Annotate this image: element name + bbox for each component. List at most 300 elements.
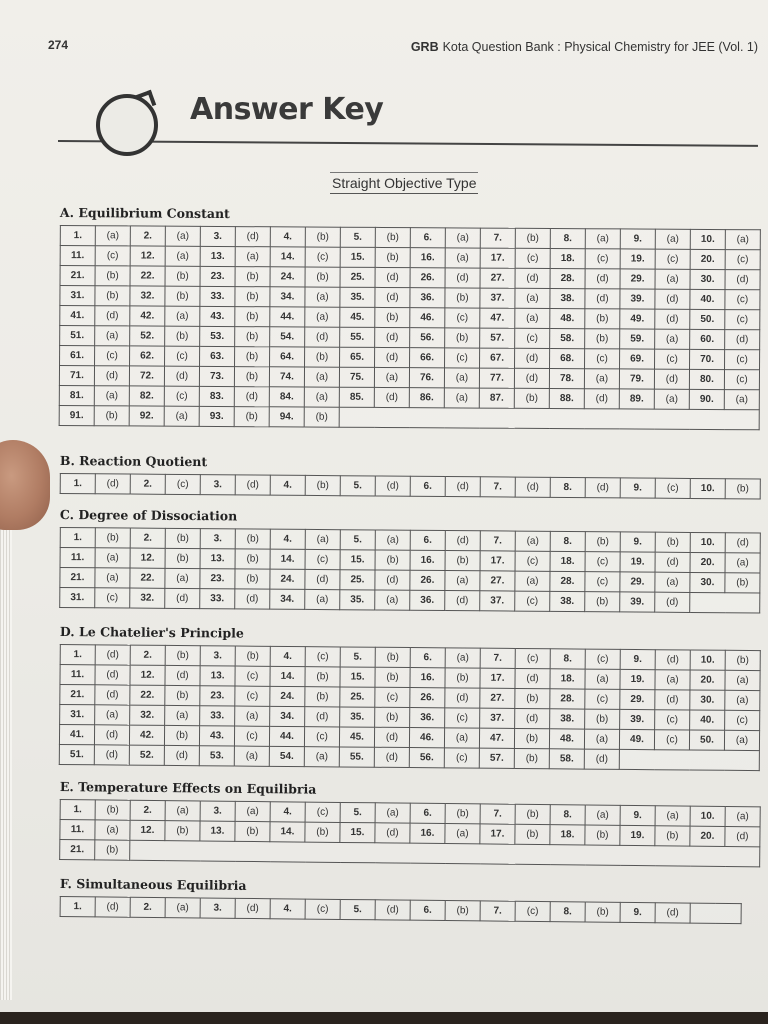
empty-cell [339,407,759,430]
question-number: 4. [270,529,305,549]
answer-option: (c) [515,328,550,348]
answer-option: (b) [165,266,200,286]
answer-option: (c) [235,686,270,706]
answer-option: (b) [235,327,270,347]
question-number: 31. [60,588,95,608]
question-number: 39. [620,592,655,612]
answer-option: (b) [514,388,549,408]
answer-option: (b) [235,529,270,549]
answer-option: (c) [725,290,760,310]
answer-option: (a) [165,801,200,821]
question-number: 32. [130,286,165,306]
answer-option: (c) [234,726,269,746]
question-number: 35. [340,707,375,727]
answer-row [60,474,760,499]
question-number: 32. [130,588,165,608]
answer-option: (c) [445,708,480,728]
answer-option: (b) [305,227,340,247]
question-number: 56. [409,748,444,768]
question-number: 92. [129,406,164,426]
answer-option: (d) [165,665,200,685]
answer-option: (d) [95,897,130,917]
question-number: 8. [550,902,585,922]
answer-option: (c) [655,349,690,369]
question-number: 24. [270,686,305,706]
question-number: 18. [550,825,585,845]
question-number: 4. [270,899,305,919]
question-number: 39. [620,289,655,309]
question-number: 2. [130,800,165,820]
question-number: 22. [130,266,165,286]
question-number: 43. [199,726,234,746]
answer-option: (d) [445,591,480,611]
answer-option: (a) [725,806,760,826]
question-number: 19. [620,552,655,572]
question-number: 19. [620,825,655,845]
answer-option: (d) [305,707,340,727]
answer-option: (c) [445,348,480,368]
question-number: 36. [410,288,445,308]
answer-option: (d) [515,668,550,688]
section-heading: D. Le Chatelier's Principle [59,624,244,641]
question-number: 67. [480,348,515,368]
answer-option: (b) [585,902,620,922]
answer-option: (b) [305,475,340,495]
question-number: 44. [269,726,304,746]
answer-option: (d) [94,725,129,745]
question-number: 79. [619,369,654,389]
question-number: 38. [550,591,585,611]
question-number: 20. [690,249,725,269]
answer-option: (d) [655,650,690,670]
question-number: 6. [410,530,445,550]
question-number: 3. [200,475,235,495]
answer-option: (b) [515,804,550,824]
answer-option: (c) [725,350,760,370]
answer-option: (b) [165,326,200,346]
question-number: 88. [549,388,584,408]
answer-option: (d) [95,645,130,665]
answer-option: (a) [445,648,480,668]
question-number: 23. [200,266,235,286]
book-title: Kota Question Bank : Physical Chemistry for JEE (Vol. 1) [442,40,758,54]
answer-option: (b) [304,407,339,427]
question-number: 58. [550,328,585,348]
answer-option: (c) [725,250,760,270]
answer-option: (d) [94,745,129,765]
question-number: 78. [549,368,584,388]
answer-option: (a) [515,571,550,591]
running-header [48,38,758,58]
question-number: 59. [620,329,655,349]
answer-option: (b) [305,267,340,287]
answer-option: (b) [235,307,270,327]
question-number: 1. [60,897,95,917]
question-number: 82. [129,386,164,406]
answer-option: (d) [235,898,270,918]
answer-option: (d) [375,267,410,287]
question-number: 91. [59,405,94,425]
answer-option: (a) [445,824,480,844]
question-number: 33. [200,286,235,306]
answer-option: (b) [445,804,480,824]
question-number: 21. [60,266,95,286]
page-title: Answer Key [190,92,384,127]
question-number: 47. [480,308,515,328]
question-number: 36. [410,590,445,610]
answer-option: (d) [95,685,130,705]
answer-option: (c) [585,649,620,669]
question-number: 83. [199,386,234,406]
question-number: 29. [620,572,655,592]
question-number: 6. [410,476,445,496]
answer-option: (d) [655,592,690,612]
question-number: 61. [60,346,95,366]
question-number: 5. [340,476,375,496]
answer-option: (b) [95,286,130,306]
answer-option: (a) [444,388,479,408]
question-number: 84. [269,387,304,407]
question-number: 43. [200,306,235,326]
answer-option: (c) [375,687,410,707]
question-number: 11. [60,820,95,840]
answer-option: (d) [725,270,760,290]
question-number: 37. [480,591,515,611]
question-number: 24. [270,267,305,287]
question-number: 10. [690,650,725,670]
question-number: 45. [339,727,374,747]
question-number: 19. [620,249,655,269]
question-number: 22. [130,568,165,588]
answer-option: (a) [654,389,689,409]
question-number: 18. [550,669,585,689]
question-number: 31. [60,705,95,725]
question-type-label: Straight Objective Type [330,175,478,194]
question-number: 31. [60,286,95,306]
answer-option: (b) [165,528,200,548]
answer-option: (d) [375,347,410,367]
answer-option: (d) [655,690,690,710]
question-number: 38. [550,709,585,729]
question-number: 21. [60,685,95,705]
question-number: 16. [410,248,445,268]
answer-option: (d) [235,475,270,495]
answer-option: (a) [235,801,270,821]
answer-option: (b) [235,569,270,589]
question-number: 5. [340,802,375,822]
question-number: 80. [689,369,724,389]
answer-option: (a) [304,367,339,387]
answer-option: (d) [655,289,690,309]
thumb-holding-page [0,440,50,530]
answer-option: (b) [725,479,760,499]
answer-option: (c) [95,246,130,266]
answer-option: (a) [584,369,619,389]
answer-option: (b) [235,347,270,367]
question-number: 51. [59,744,94,764]
answer-option: (d) [515,348,550,368]
answer-option: (c) [585,249,620,269]
question-number: 18. [550,551,585,571]
answer-option: (d) [235,589,270,609]
question-number: 8. [550,228,585,248]
answer-option: (d) [165,588,200,608]
question-number: 69. [620,349,655,369]
answer-table [59,527,761,614]
question-number: 11. [60,548,95,568]
answer-option: (a) [305,589,340,609]
question-number: 34. [270,287,305,307]
answer-option: (d) [514,368,549,388]
question-number: 21. [60,568,95,588]
question-number: 51. [60,326,95,346]
section-heading: A. Equilibrium Constant [59,205,230,222]
question-number: 49. [619,729,654,749]
answer-option: (b) [445,901,480,921]
question-number: 9. [620,805,655,825]
answer-option: (c) [305,647,340,667]
question-number: 8. [550,477,585,497]
question-number: 53. [199,746,234,766]
question-number: 9. [620,229,655,249]
question-number: 12. [130,820,165,840]
question-number: 57. [479,748,514,768]
section-heading: E. Temperature Effects on Equilibria [59,779,317,797]
question-number: 27. [480,268,515,288]
question-number: 72. [129,366,164,386]
answer-option: (b) [585,709,620,729]
answer-option: (b) [235,646,270,666]
section-heading: B. Reaction Quotient [59,453,208,470]
answer-option: (a) [95,326,130,346]
answer-option: (b) [375,307,410,327]
answer-option: (d) [655,552,690,572]
question-number: 2. [130,474,165,494]
answer-option: (b) [305,667,340,687]
question-number: 13. [200,666,235,686]
question-number: 7. [480,804,515,824]
question-number: 64. [270,347,305,367]
answer-option: (a) [655,269,690,289]
answer-option: (d) [164,366,199,386]
question-number: 5. [340,227,375,247]
question-number: 7. [480,228,515,248]
answer-option: (c) [725,310,760,330]
question-number: 2. [130,528,165,548]
answer-option: (c) [515,248,550,268]
question-number: 28. [550,571,585,591]
answer-option: (a) [374,367,409,387]
question-number: 18. [550,248,585,268]
answer-option: (a) [165,306,200,326]
answer-option: (a) [515,288,550,308]
question-number: 76. [409,368,444,388]
answer-option: (b) [165,286,200,306]
question-number: 30. [690,572,725,592]
answer-option: (b) [514,728,549,748]
question-number: 15. [340,822,375,842]
question-number: 16. [410,668,445,688]
answer-option: (d) [445,688,480,708]
answer-option: (b) [585,329,620,349]
question-number: 26. [410,688,445,708]
answer-option: (a) [655,806,690,826]
question-number: 13. [200,821,235,841]
question-number: 1. [60,645,95,665]
answer-option: (c) [515,551,550,571]
question-number: 46. [409,728,444,748]
answer-option: (d) [585,478,620,498]
answer-table [59,799,761,867]
question-number: 4. [270,646,305,666]
question-number: 36. [410,708,445,728]
book-brand: GRB [410,40,439,54]
answer-option: (a) [724,730,759,750]
question-number: 4. [270,802,305,822]
section-temperature-effects [59,779,754,867]
answer-option: (c) [165,346,200,366]
question-number: 60. [690,329,725,349]
answer-option: (c) [585,349,620,369]
answer-option: (b) [445,551,480,571]
answer-option: (c) [165,474,200,494]
answer-option: (c) [305,549,340,569]
answer-option: (b) [725,650,760,670]
question-number: 32. [130,705,165,725]
answer-option: (d) [375,327,410,347]
section-simultaneous-equilibria [60,876,754,924]
question-number: 41. [60,306,95,326]
answer-option: (c) [235,666,270,686]
question-number: 62. [130,346,165,366]
running-head [411,40,758,54]
answer-option: (b) [375,247,410,267]
section-le-chatelier [59,624,754,771]
answer-option: (a) [95,705,130,725]
answer-option: (b) [235,267,270,287]
answer-option: (d) [375,476,410,496]
question-number: 39. [620,709,655,729]
question-number: 6. [410,803,445,823]
question-number: 1. [60,800,95,820]
question-number: 1. [60,226,95,246]
question-number: 90. [689,389,724,409]
question-number: 35. [340,287,375,307]
answer-option: (b) [235,287,270,307]
question-number: 52. [129,745,164,765]
question-number: 2. [130,226,165,246]
question-number: 1. [60,528,95,548]
question-number: 34. [270,589,305,609]
question-number: 42. [130,306,165,326]
question-number: 11. [60,665,95,685]
section-heading: F. Simultaneous Equilibria [59,876,247,893]
answer-option: (a) [375,590,410,610]
question-number: 66. [410,348,445,368]
question-number: 6. [410,228,445,248]
answer-table [59,225,761,430]
question-number: 17. [480,551,515,571]
answer-option: (d) [94,366,129,386]
question-number: 14. [270,247,305,267]
question-number: 3. [200,646,235,666]
answer-option: (a) [445,248,480,268]
question-number: 14. [270,822,305,842]
question-number: 53. [200,326,235,346]
answer-option: (b) [234,407,269,427]
empty-cell [619,749,759,770]
answer-option: (d) [655,309,690,329]
answer-option: (b) [655,826,690,846]
answer-option: (b) [585,309,620,329]
answer-option: (b) [165,548,200,568]
question-number: 20. [690,670,725,690]
answer-option: (d) [445,268,480,288]
answer-option: (a) [444,368,479,388]
question-number: 56. [410,328,445,348]
answer-option: (a) [725,670,760,690]
section-heading: C. Degree of Dissociation [59,507,238,524]
question-number: 48. [549,729,584,749]
question-number: 68. [550,348,585,368]
answer-option: (a) [304,747,339,767]
question-number: 8. [550,805,585,825]
question-number: 2. [130,645,165,665]
answer-option: (c) [585,552,620,572]
question-number: 3. [200,898,235,918]
answer-option: (b) [95,840,130,860]
answer-option: (b) [445,668,480,688]
question-number: 87. [479,388,514,408]
question-number: 26. [410,570,445,590]
answer-option: (d) [585,289,620,309]
answer-option: (d) [95,306,130,326]
answer-option: (d) [515,268,550,288]
question-number: 8. [550,531,585,551]
answer-option: (a) [445,228,480,248]
answer-option: (c) [655,249,690,269]
answer-option: (b) [445,288,480,308]
answer-option: (a) [725,690,760,710]
answer-option: (a) [584,729,619,749]
answer-option: (c) [305,802,340,822]
answer-table [60,896,742,924]
answer-option: (a) [375,803,410,823]
answer-option: (b) [655,532,690,552]
answer-option: (d) [374,387,409,407]
question-number: 65. [340,347,375,367]
answer-option: (c) [515,901,550,921]
answer-option: (c) [655,710,690,730]
question-number: 40. [690,289,725,309]
answer-option: (d) [584,389,619,409]
question-number: 6. [410,648,445,668]
question-number: 9. [620,649,655,669]
question-number: 5. [340,647,375,667]
answer-option: (b) [375,647,410,667]
question-number: 45. [340,307,375,327]
answer-option: (d) [95,665,130,685]
question-number: 94. [269,407,304,427]
answer-option: (b) [235,549,270,569]
question-number: 14. [270,666,305,686]
question-number: 37. [480,708,515,728]
answer-option: (c) [444,748,479,768]
question-number: 81. [59,385,94,405]
question-number: 8. [550,649,585,669]
page-stack-edge [0,520,12,1000]
answer-option: (b) [515,824,550,844]
